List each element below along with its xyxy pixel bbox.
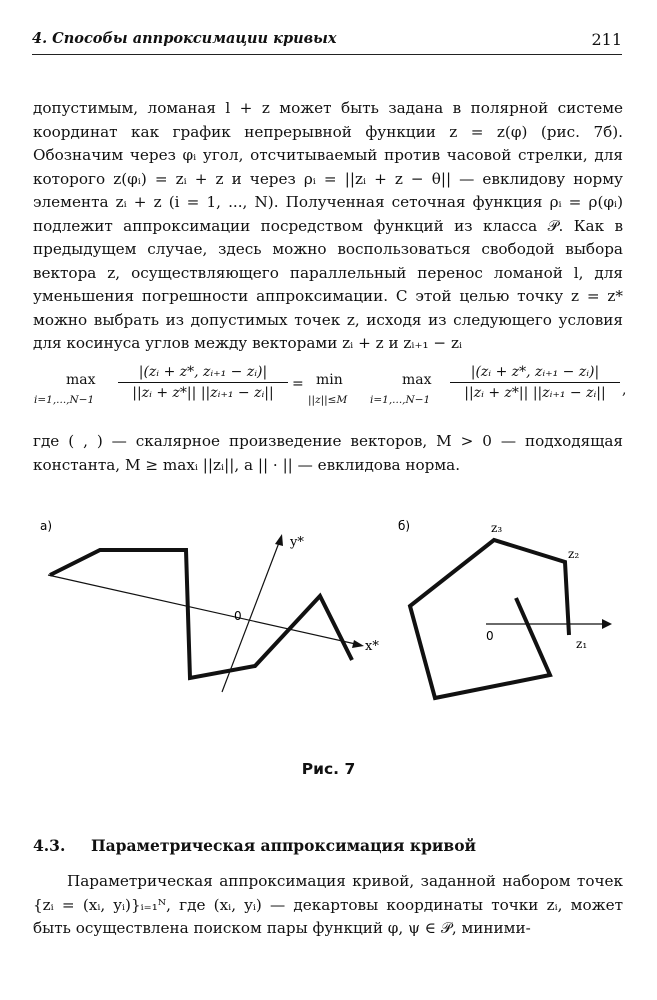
panel-a (40, 519, 379, 692)
a-x-axis-line (48, 575, 360, 645)
formula-frac-2 (450, 364, 620, 401)
a-x-axis-arrow (352, 640, 364, 648)
formula (30, 362, 630, 414)
a-x-label: x* (365, 639, 379, 654)
formula-bar-1 (118, 382, 288, 383)
figure-7 (0, 500, 657, 760)
section-title: Параметрическая аппроксимация кривой (91, 836, 477, 855)
paragraph-2: где ( , ) — скалярное произведение векторов, M > 0 — подходящая константа, M ≥ maxᵢ ||zᵢ||, а || · || — евклидова норма. (33, 432, 623, 474)
paragraph-1: допустимым, ломаная l + z может быть задана в полярной системе координат как график непрерывной функции z = z(φ) (рис. 7б). Обозначим через φᵢ угол, отсчитываемый против часовой стрелки, для которого z(φᵢ) = zᵢ + z и через ρᵢ = ||zᵢ + z − θ|| — евклидову норму элемента zᵢ + z (i = 1, ..., N). Полученная сеточная функция ρᵢ = ρ(φᵢ) подлежит аппроксимации посредством функций из класса 𝒫. Как в предыдущем случае, здесь можно воспользоваться свободой выбора вектора z, осуществляющего параллельный перенос ломаной l, для уменьшения погрешности аппроксимации. С этой целью точку z = z* можно выбрать из допустимых точек z, исходя из следующего условия для косинуса углов между векторами zᵢ + z и zᵢ₊₁ − zᵢ (33, 99, 623, 352)
b-z3-label: z₃ (491, 521, 503, 535)
formula-den-2: ||zᵢ + z*|| ||zᵢ₊₁ − zᵢ|| (464, 385, 606, 401)
formula-frac-1 (118, 364, 288, 401)
figure-caption: Рис. 7 (301, 760, 356, 778)
running-title: 4. Способы аппроксимации кривых (32, 30, 337, 47)
panel-b-label: б) (398, 519, 411, 533)
panel-b (398, 519, 612, 698)
formula-comma: , (622, 382, 627, 398)
formula-lhs-op: max (66, 372, 96, 388)
a-polyline (50, 550, 352, 678)
b-z1-label: z₁ (576, 637, 588, 651)
panel-a-label: а) (40, 519, 53, 533)
a-origin-label: 0 (234, 609, 242, 623)
formula-num-2: |(zᵢ + z*, zᵢ₊₁ − zᵢ)| (470, 364, 600, 380)
a-y-label: y* (290, 535, 304, 550)
formula-den-1: ||zᵢ + z*|| ||zᵢ₊₁ − zᵢ|| (132, 385, 274, 401)
b-axis-arrow (602, 619, 612, 629)
paragraph-3: Параметрическая аппроксимация кривой, заданной набором точек {zᵢ = (xᵢ, yᵢ)}ᵢ₌₁ᴺ, где (xᵢ, yᵢ) — декартовы координаты точки zᵢ, может быть осуществлена поиском пары функций φ, ψ ∈ 𝒫, миними- (33, 872, 623, 937)
page-number: 211 (591, 30, 622, 49)
formula-min-op: min (316, 372, 343, 388)
header-rule (32, 54, 622, 55)
formula-rhs-sub: i=1,...,N−1 (370, 394, 431, 406)
b-z2-label: z₂ (568, 547, 580, 561)
formula-bar-2 (450, 382, 620, 383)
formula-lhs-sub: i=1,...,N−1 (34, 394, 95, 406)
formula-num-1: |(zᵢ + z*, zᵢ₊₁ − zᵢ)| (138, 364, 268, 380)
section-heading (33, 836, 623, 855)
section-number: 4.3. (33, 836, 66, 855)
running-head (32, 30, 622, 52)
b-polyline (410, 540, 569, 698)
formula-rhs-op: max (402, 372, 432, 388)
formula-equals: = (292, 376, 304, 392)
b-origin-label: 0 (486, 629, 494, 643)
formula-min-sub: ||z||≤M (308, 394, 348, 406)
a-y-axis-arrow (275, 534, 283, 546)
